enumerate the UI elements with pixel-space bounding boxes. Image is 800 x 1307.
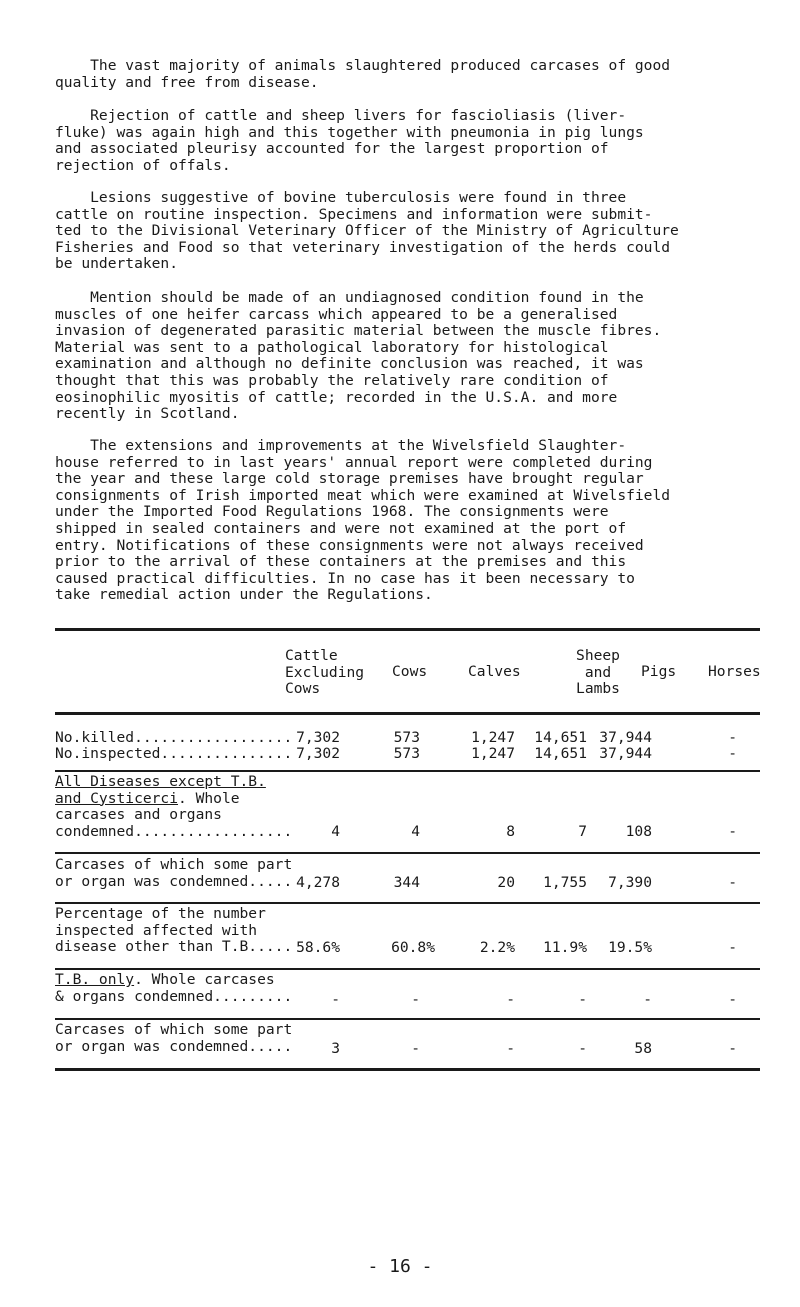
killed-calves: 1,247 <box>471 729 515 746</box>
all-diseases-calves: 8 <box>506 823 515 840</box>
killed-horses: - <box>728 729 737 746</box>
paragraph-undiagnosed-condition: Mention should be made of an undiagnosed condition found in the muscles of one heifer carcass which appeared to be a generalised invasion of degenerated parasitic material between the muscle fibres. Material was sent to a pathological laboratory for histological examination and although no definite conclusion was reached, it was thought that this was probably the relatively rare condition of eosinophilic myositis of cattle; recorded in the U.S.A. and more recently in Scotland. <box>55 289 662 423</box>
killed-pigs: 37,944 <box>599 729 652 746</box>
paragraph-quality: The vast majority of animals slaughtered produced carcases of good quality and free from disease. <box>55 57 671 91</box>
part-condemned-sheep: 1,755 <box>543 874 587 891</box>
tb-only-cows: - <box>411 991 420 1008</box>
section-rule-2 <box>55 852 760 854</box>
section-label-part-condemned: Carcases of which some part or organ was condemned..... <box>55 856 293 890</box>
table-header-rule <box>55 712 760 715</box>
section-rule-1 <box>55 770 760 772</box>
header-pigs: Pigs <box>641 663 677 680</box>
tb-part-horses: - <box>728 1040 737 1057</box>
percentage-pigs: 19.5% <box>608 939 652 956</box>
tb-part-calves: - <box>506 1040 515 1057</box>
killed-cattle: 7,302 <box>296 729 340 746</box>
tb-only-pigs: - <box>643 991 652 1008</box>
section-rule-3 <box>55 902 760 904</box>
killed-sheep: 14,651 <box>534 729 587 746</box>
header-calves: Calves <box>468 663 521 680</box>
header-horses: Horses <box>708 663 761 680</box>
paragraph-liver-rejection: Rejection of cattle and sheep livers for fascioliasis (liver- fluke) was again high and this together with pneumonia in pig lungs and associated pleurisy accounted for the largest proportion of rejection of offals. <box>55 107 644 174</box>
header-cows: Cows <box>392 663 428 680</box>
tb-part-cattle: 3 <box>331 1040 340 1057</box>
percentage-calves: 2.2% <box>479 939 515 956</box>
part-condemned-cattle: 4,278 <box>296 874 340 891</box>
section-rule-5 <box>55 1018 760 1020</box>
section-rule-4 <box>55 968 760 970</box>
page-number: - 16 - <box>367 1256 433 1277</box>
section-label-tb-only <box>55 972 292 1005</box>
section-label-percentage: Percentage of the number inspected affected with disease other than T.B..... <box>55 905 293 956</box>
all-diseases-horses: - <box>728 823 737 840</box>
all-diseases-cattle: 4 <box>331 823 340 840</box>
percentage-cattle: 58.6% <box>296 939 340 956</box>
cysticerci-heading: and Cysticerci <box>55 789 179 807</box>
inspected-cows: 573 <box>393 745 420 762</box>
tb-only-horses: - <box>728 991 737 1008</box>
row-label-killed: No.killed.................. <box>55 729 293 746</box>
all-diseases-sheep: 7 <box>578 823 587 840</box>
all-diseases-heading: All Diseases except T.B. <box>55 773 266 790</box>
tb-only-cattle: - <box>331 991 340 1008</box>
tb-part-sheep: - <box>578 1040 587 1057</box>
tb-only-label-rest: . Whole carcases & organs condemned......... <box>55 971 293 1005</box>
inspected-sheep: 14,651 <box>534 745 587 762</box>
part-condemned-pigs: 7,390 <box>608 874 652 891</box>
section-label-tb-part-condemned: Carcases of which some part or organ was condemned..... <box>55 1021 293 1055</box>
tb-only-heading: T.B. only <box>55 971 135 988</box>
inspected-calves: 1,247 <box>471 745 515 762</box>
all-diseases-pigs: 108 <box>625 823 652 840</box>
header-sheep: Sheep and Lambs <box>576 647 620 698</box>
table-bottom-rule <box>55 1068 760 1071</box>
tb-only-sheep: - <box>578 991 587 1008</box>
part-condemned-horses: - <box>728 874 737 891</box>
part-condemned-calves: 20 <box>497 874 515 891</box>
header-cattle: Cattle Excluding Cows <box>285 647 365 698</box>
all-diseases-cows: 4 <box>411 823 420 840</box>
paragraph-tuberculosis: Lesions suggestive of bovine tuberculosis were found in three cattle on routine inspection. Specimens and information were submit- ted to the Divisional Veterinary Officer of the Ministry of Agriculture Fisheries and Food so that veterinary investigation of the herds could be undertaken. <box>55 189 679 273</box>
tb-only-calves: - <box>506 991 515 1008</box>
inspected-cattle: 7,302 <box>296 745 340 762</box>
inspected-pigs: 37,944 <box>599 745 652 762</box>
percentage-sheep: 11.9% <box>543 939 587 956</box>
inspected-horses: - <box>728 745 737 762</box>
row-label-inspected: No.inspected............... <box>55 745 293 762</box>
tb-part-cows: - <box>411 1040 420 1057</box>
all-diseases-label-rest: . Whole carcases and organs condemned.................. <box>55 789 293 840</box>
table-top-rule <box>55 628 760 631</box>
tb-part-pigs: 58 <box>634 1040 652 1057</box>
paragraph-wivelsfield: The extensions and improvements at the Wivelsfield Slaughter- house referred to in last years' annual report were completed during the year and these large cold storage premises have brought regular consignments of Irish imported meat which were examined at Wivelsfield under the Imported Food Regulations 1968. The consignments were shipped in sealed containers and were not examined at the port of entry. Notifications of these consignments were not always received prior to the arrival of these containers at the premises and this caused practical difficulties. In no case has it been necessary to take remedial action under the Regulations. <box>55 437 671 604</box>
section-label-all-diseases <box>55 774 292 840</box>
percentage-cows: 60.8% <box>391 939 435 956</box>
part-condemned-cows: 344 <box>393 874 420 891</box>
killed-cows: 573 <box>393 729 420 746</box>
percentage-horses: - <box>728 939 737 956</box>
